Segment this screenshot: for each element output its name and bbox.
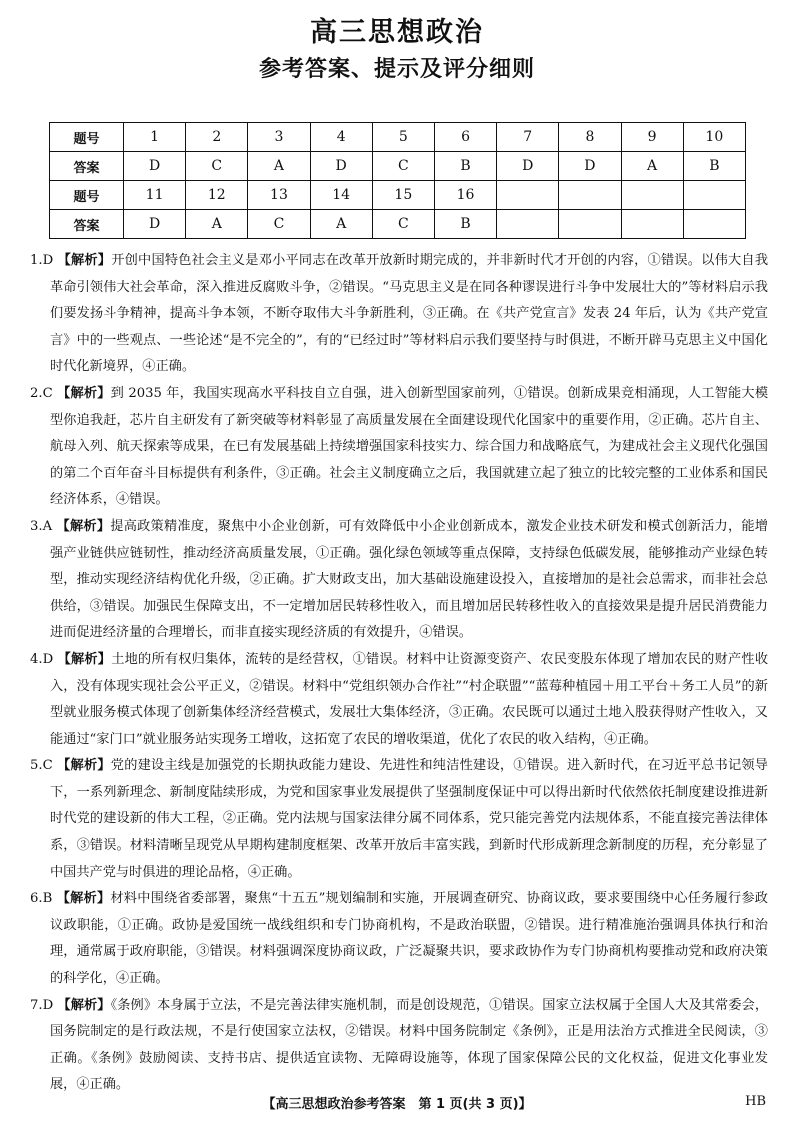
footer-code: HB <box>745 1094 766 1109</box>
explanation-text: 党的建设主线是加强党的长期执政能力建设、先进性和纯洁性建设，①错误。进入新时代，在习近平总书记领导下，一系列新理念、新制度陆续形成，为党和国家事业发展提供了坚强制度保证中可以得出新时代依然依托制度建设推进新时代党的建设新的伟大工程，②正确。党内法规与国家法律分属不同体系，党只能完善党内法规体系，不能直接完善法律体系，③错误。材料清晰呈现党从早期构建制度框架、改革开放后丰富实践，到新时代形成新理念新制度的历程，充分彰显了中国共产党与时俱进的理论品格，④正确。 <box>50 758 768 880</box>
question-number-row <box>50 181 746 210</box>
question-number-cell: 2 <box>186 123 248 152</box>
page-subtitle: 参考答案、提示及评分细则 <box>258 57 535 82</box>
question-number-cell: 8 <box>559 123 621 152</box>
question-answer-prefix: 3.A <box>30 518 53 534</box>
page-footer: 【高三思想政治参考答案 第 1 页(共 3 页)】 <box>262 1097 532 1112</box>
answer-row <box>50 210 746 239</box>
explanation-item <box>30 753 768 886</box>
explanation-text: 材料中围绕省委部署，聚焦“十五五”规划编制和实施，开展调查研究、协商议政，要求要围绕中心任务履行参政议政职能，①正确。政协是爱国统一战线组织和专门协商机构，不是政治联盟，②错误。进行精准施治强调具体执行和治理，通常属于政府职能，③错误。材料强调深度协商议政，广泛凝聚共识，要求政协作为专门协商机构要推动党和政府决策的科学化，④正确。 <box>50 891 768 987</box>
explanation-item <box>30 886 768 992</box>
question-number-cell: 1 <box>124 123 186 152</box>
question-number-cell: 13 <box>248 181 310 210</box>
answer-row <box>50 152 746 181</box>
answer-table <box>49 122 746 239</box>
question-number-cell <box>683 181 745 210</box>
analysis-tag: 【解析】 <box>57 651 112 667</box>
row-label-number: 题号 <box>50 123 124 152</box>
question-number-cell: 7 <box>497 123 559 152</box>
question-answer-prefix: 7.D <box>30 997 54 1013</box>
question-number-cell <box>621 181 683 210</box>
question-number-cell: 3 <box>248 123 310 152</box>
explanation-item <box>30 514 768 647</box>
question-number-cell: 9 <box>621 123 683 152</box>
question-number-cell: 5 <box>372 123 434 152</box>
explanation-text: 土地的所有权归集体，流转的是经营权，①错误。材料中让资源变资产、农民变股东体现了增加农民的财产性收入，没有体现实现社会公平正义，②错误。材料中“党组织领办合作社”“村企联盟”“蓝莓种植园＋用工平台＋务工人员”的新型就业服务模式体现了创新集体经济经营模式，发展壮大集体经济，③正确。农民既可以通过土地入股获得财产性收入，又能通过“家门口”就业服务站实现务工增收，这拓宽了农民的增收渠道，优化了农民的收入结构，④正确。 <box>50 651 769 747</box>
answer-cell: B <box>434 210 496 239</box>
answer-cell: C <box>186 152 248 181</box>
answer-cell: C <box>372 152 434 181</box>
analysis-tag: 【解析】 <box>57 385 111 401</box>
explanation-text: 提高政策精准度，聚焦中小企业创新，可有效降低中小企业创新成本，激发企业技术研发和模式创新活力，能增强产业链供应链韧性，推动经济高质量发展，①正确。强化绿色领域等重点保障，支持绿色低碳发展，能够推动产业绿色转型，推动实现经济结构优化升级，②正确。扩大财政支出，加大基础设施建设投入，直接增加的是社会总需求，而非社会总供给，③错误。加强民生保障支出，不一定增加居民转移性收入，而且增加居民转移性收入的直接效果是提升居民消费能力进而促进经济量的合理增长，而非直接实现经济质的有效提升，④错误。 <box>50 518 768 641</box>
analysis-tag: 【解析】 <box>56 518 111 534</box>
question-number-cell: 10 <box>683 123 745 152</box>
answer-cell: B <box>683 152 745 181</box>
question-answer-prefix: 1.D <box>30 253 54 268</box>
answer-cell: A <box>248 152 310 181</box>
question-number-cell: 6 <box>434 123 496 152</box>
analysis-tag: 【解析】 <box>56 891 111 907</box>
explanation-item <box>30 381 768 514</box>
answer-cell <box>683 210 745 239</box>
question-number-row <box>50 123 746 152</box>
answer-cell: D <box>124 152 186 181</box>
explanations-section <box>30 248 768 1099</box>
question-number-cell: 14 <box>310 181 372 210</box>
question-number-cell: 15 <box>372 181 434 210</box>
question-number-cell <box>559 181 621 210</box>
question-answer-prefix: 6.B <box>30 891 53 907</box>
answer-cell: D <box>497 152 559 181</box>
question-number-cell: 16 <box>434 181 496 210</box>
answer-cell <box>497 210 559 239</box>
explanation-item <box>30 248 768 381</box>
question-number-cell: 4 <box>310 123 372 152</box>
explanation-text: 开创中国特色社会主义是邓小平同志在改革开放新时期完成的，并非新时代才开创的内容，①错误。以伟大自我革命引领伟大社会革命，深入推进反腐败斗争，②错误。“马克思主义是在同各种谬误进行斗争中发展壮大的”等材料启示我们要发扬斗争精神，提高斗争本领，不断夺取伟大斗争新胜利，③正确。在《共产党宣言》发表 24 年后，认为《共产党宣言》中的一些观点、一些论述“是不完全的”，有的“已经过时”等材料启示我们要坚持与时俱进，不断开辟马克思主义中国化时代化新境界，④正确。 <box>50 253 769 375</box>
row-label-number: 题号 <box>50 181 124 210</box>
analysis-tag: 【解析】 <box>57 997 111 1013</box>
analysis-tag: 【解析】 <box>57 758 111 774</box>
answer-cell: A <box>621 152 683 181</box>
answer-cell <box>559 210 621 239</box>
row-label-answer: 答案 <box>50 210 124 239</box>
question-answer-prefix: 2.C <box>30 385 53 401</box>
question-answer-prefix: 5.C <box>30 758 53 774</box>
explanation-item <box>30 993 768 1099</box>
answer-cell: C <box>248 210 310 239</box>
answer-cell: D <box>310 152 372 181</box>
question-number-cell: 11 <box>124 181 186 210</box>
row-label-answer: 答案 <box>50 152 124 181</box>
answer-cell: D <box>559 152 621 181</box>
answer-cell: A <box>186 210 248 239</box>
answer-cell <box>621 210 683 239</box>
analysis-tag: 【解析】 <box>57 253 112 268</box>
question-number-cell: 12 <box>186 181 248 210</box>
question-number-cell <box>497 181 559 210</box>
answer-cell: B <box>434 152 496 181</box>
answer-cell: C <box>372 210 434 239</box>
explanation-text: 《条例》本身属于立法，不是完善法律实施机制，而是创设规范，①错误。国家立法权属于全国人大及其常委会，国务院制定的是行政法规，不是行使国家立法权，②错误。材料中国务院制定《条例》，正是用法治方式推进全民阅读，③正确。《条例》鼓励阅读、支持书店、提供适宜读物、无障碍设施等，体现了国家保障公民的文化权益，促进文化事业发展，④正确。 <box>50 997 769 1093</box>
question-answer-prefix: 4.D <box>30 651 54 667</box>
explanation-item <box>30 647 768 753</box>
answer-cell: A <box>310 210 372 239</box>
explanation-text: 到 2035 年，我国实现高水平科技自立自强，进入创新型国家前列，①错误。创新成果竞相涌现，人工智能大模型你追我赶，芯片自主研发有了新突破等材料彰显了高质量发展在全面建设现代化国家中的重要作用，②正确。芯片自主、航母入列、航天探索等成果，在已有发展基础上持续增强国家科技实力、综合国力和战略底气，为建成社会主义现代化强国的第二个百年奋斗目标提供有利条件，③正确。社会主义制度确立之后，我国就建立起了独立的比较完整的工业体系和国民经济体系，④错误。 <box>50 385 769 508</box>
answer-cell: D <box>124 210 186 239</box>
page-title: 高三思想政治 <box>310 17 484 48</box>
